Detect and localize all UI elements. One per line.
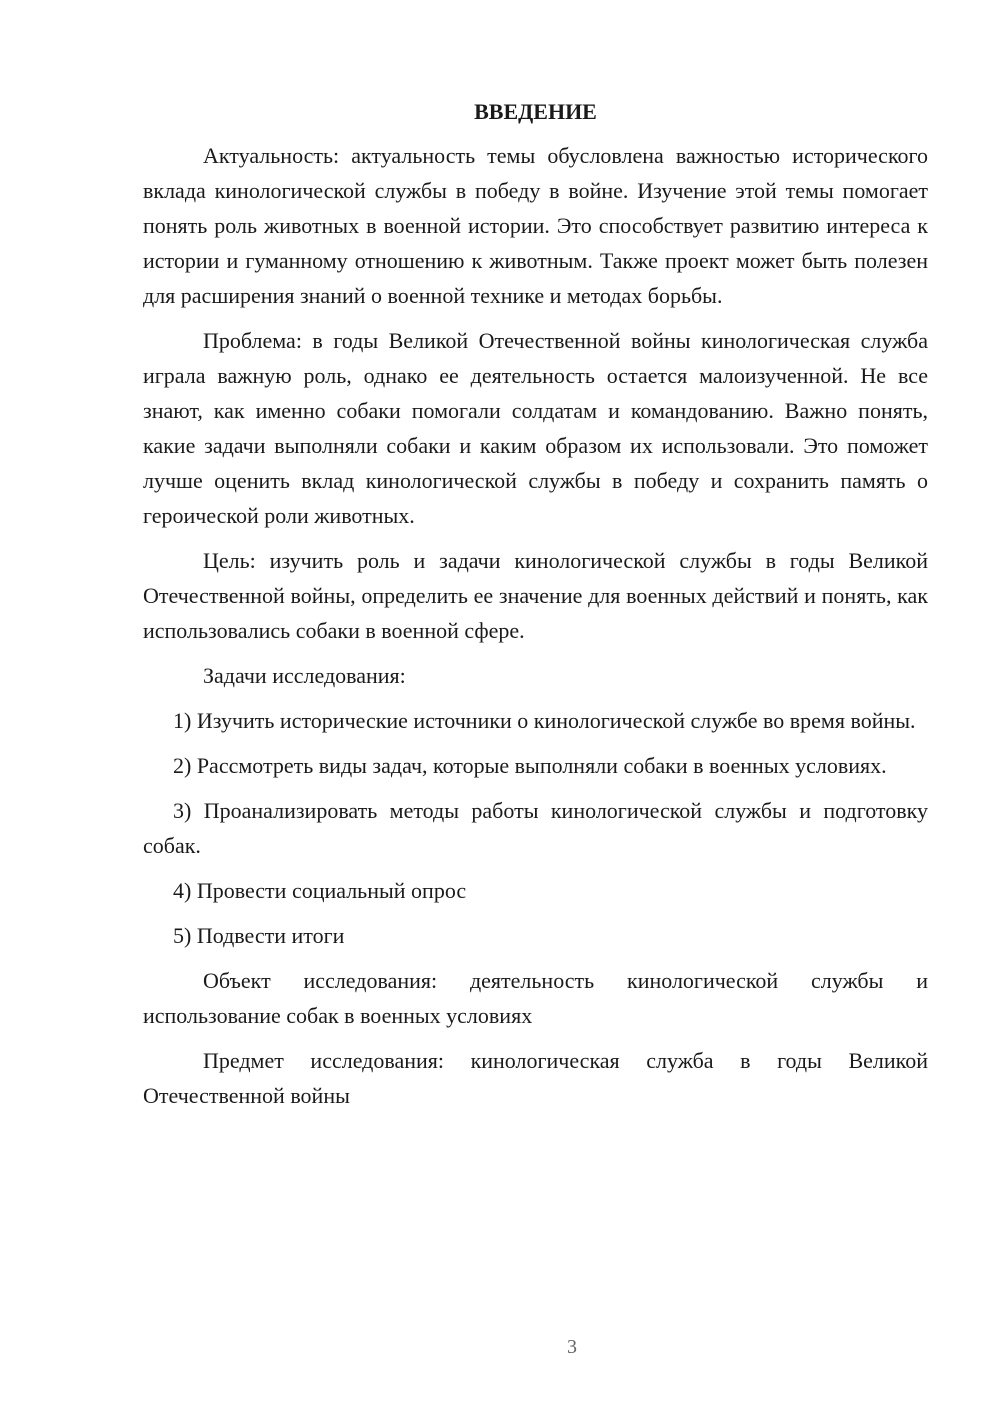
page-title: ВВЕДЕНИЕ [474,99,597,124]
task-item-4: 4) Провести социальный опрос [173,878,467,903]
task-item-3: 3) Проанализировать методы работы кинологической службы и подготовку собак. [143,798,928,858]
task-item-2: 2) Рассмотреть виды задач, которые выполняли собаки в военных условиях. [173,753,887,778]
task-item-5: 5) Подвести итоги [173,923,345,948]
page-number-container [72,1330,1000,1365]
tasks-heading: Задачи исследования: [203,663,406,688]
relevance-paragraph: Актуальность: актуальность темы обусловлена важностью исторического вклада кинологической службы в победу в войне. Изучение этой темы помогает понять роль животных в военной истории. Это способствует развитию интереса к истории и гуманному отношению к животным. Также проект может быть полезен для расширения знаний о военной технике и методах борьбы. [143,143,928,308]
page-content [143,94,928,1123]
task-item-1: 1) Изучить исторические источники о кинологической службе во время войны. [173,708,916,733]
subject-paragraph: Предмет исследования: кинологическая служба в годы Великой Отечественной войны [143,1048,928,1108]
problem-paragraph: Проблема: в годы Великой Отечественной войны кинологическая служба играла важную роль, однако ее деятельность остается малоизученной. Не все знают, как именно собаки помогали солдатам и командованию. Важно понять, какие задачи выполняли собаки и каким образом их использовали. Это поможет лучше оценить вклад кинологической службы в победу и сохранить память о героической роли животных. [143,328,928,528]
goal-paragraph: Цель: изучить роль и задачи кинологической службы в годы Великой Отечественной войны, определить ее значение для военных действий и понять, как использовались собаки в военной сфере. [143,548,928,643]
page-number: 3 [567,1336,577,1358]
object-paragraph: Объект исследования: деятельность кинологической службы и использование собак в военных условиях [143,968,928,1028]
